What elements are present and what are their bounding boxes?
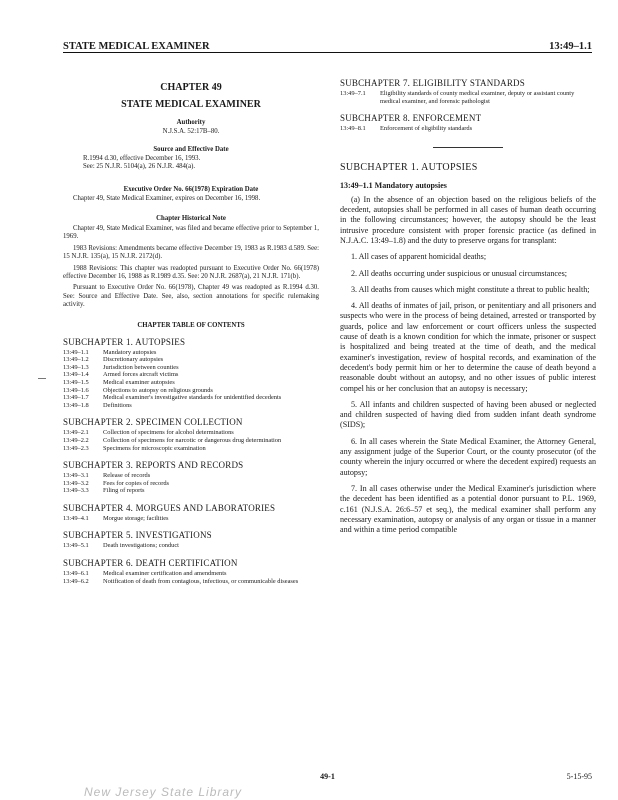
item-6: 6. In all cases wherein the State Medical Examiner, the Attorney General, any assignment judge of the Superior Court, or the county prosecutor (of the county wherein the injury occurred or where the decedent expired) requests an autopsy; bbox=[340, 436, 596, 477]
toc-list-2 bbox=[63, 429, 319, 452]
chapter-name: STATE MEDICAL EXAMINER bbox=[121, 99, 261, 110]
toc-entry bbox=[63, 445, 319, 453]
toc-entry-number: 13:49–2.1 bbox=[63, 429, 89, 437]
item-3: 3. All deaths from causes which might constitute a threat to public health; bbox=[351, 284, 590, 294]
toc-entry bbox=[63, 387, 319, 395]
toc-subchapter-8: SUBCHAPTER 8. ENFORCEMENT bbox=[340, 113, 482, 124]
toc-label: CHAPTER TABLE OF CONTENTS bbox=[137, 321, 245, 329]
toc-entry-number: 13:49–1.8 bbox=[63, 401, 89, 409]
toc-entry-number: 13:49–1.3 bbox=[63, 363, 89, 371]
historical-note-2: 1983 Revisions: Amendments became effective December 19, 1983 as R.1983 d.589. See: 15 N.J.R. 135(a), 15 N.J.R. 2172(d). bbox=[63, 244, 319, 261]
toc-entry-number: 13:49–4.1 bbox=[63, 514, 89, 522]
toc-entry bbox=[63, 578, 319, 586]
toc-entry-number: 13:49–1.6 bbox=[63, 386, 89, 394]
toc-entry-title: Medical examiner autopsies bbox=[103, 378, 175, 386]
toc-entry bbox=[63, 515, 319, 523]
toc-list-4 bbox=[63, 515, 319, 523]
toc-subchapter-3: SUBCHAPTER 3. REPORTS AND RECORDS bbox=[63, 460, 244, 471]
toc-list-6 bbox=[63, 570, 319, 585]
toc-entry-title: Eligibility standards of county medical examiner, deputy or assistant county medical examiner, and forensic pathologist bbox=[380, 90, 575, 105]
toc-entry-title: Jurisdiction between counties bbox=[103, 363, 179, 371]
subchapter-heading: SUBCHAPTER 1. AUTOPSIES bbox=[340, 161, 478, 173]
toc-subchapter-5: SUBCHAPTER 5. INVESTIGATIONS bbox=[63, 530, 212, 541]
toc-entry-number: 13:49–7.1 bbox=[340, 90, 366, 97]
toc-entry bbox=[63, 487, 319, 495]
toc-entry-title: Fees for copies of records bbox=[103, 479, 170, 487]
toc-entry bbox=[63, 379, 319, 387]
toc-entry-number: 13:49–8.1 bbox=[340, 125, 366, 133]
toc-entry-number: 13:49–3.2 bbox=[63, 479, 89, 487]
header-section-number: 13:49–1.1 bbox=[549, 41, 592, 52]
toc-entry bbox=[63, 349, 319, 357]
toc-entry-title: Notification of death from contagious, infectious, or communicable diseases bbox=[103, 577, 299, 585]
item-2: 2. All deaths occurring under suspicious or unusual circumstances; bbox=[351, 268, 568, 278]
toc-entry-title: Enforcement of eligibility standards bbox=[380, 125, 473, 133]
toc-entry-number: 13:49–3.3 bbox=[63, 487, 89, 495]
toc-subchapter-6: SUBCHAPTER 6. DEATH CERTIFICATION bbox=[63, 558, 238, 569]
toc-entry bbox=[63, 480, 319, 488]
exec-order-text: Chapter 49, State Medical Examiner, expires on December 16, 1998. bbox=[73, 194, 261, 202]
toc-entry-title: Medical examiner certification and amendments bbox=[103, 570, 227, 578]
page-footer bbox=[63, 772, 592, 784]
source-line-2: See: 25 N.J.R. 5104(a), 26 N.J.R. 484(a). bbox=[83, 163, 196, 170]
footer-date: 5-15-95 bbox=[566, 772, 592, 781]
toc-entry-number: 13:49–1.5 bbox=[63, 378, 89, 386]
toc-entry bbox=[63, 371, 319, 379]
toc-entry-number: 13:49–1.4 bbox=[63, 371, 89, 379]
toc-entry-title: Filing of reports bbox=[103, 487, 145, 495]
toc-entry-number: 13:49–1.7 bbox=[63, 394, 89, 402]
authority-text: N.J.S.A. 52:17B–80. bbox=[162, 128, 220, 135]
toc-entry-number: 13:49–1.2 bbox=[63, 356, 89, 364]
toc-entry-title: Specimens for microscopic examination bbox=[103, 444, 206, 452]
item-1: 1. All cases of apparent homicidal deaths; bbox=[351, 252, 487, 262]
toc-entry-title: Morgue storage; facilities bbox=[103, 514, 169, 522]
exec-order-label: Executive Order No. 66(1978) Expiration Date bbox=[123, 185, 259, 193]
source-label: Source and Effective Date bbox=[153, 145, 229, 153]
toc-list-1 bbox=[63, 349, 319, 410]
section-intro: (a) In the absence of an objection based on the religious beliefs of the decedent, autopsies shall be performed in all cases of human death occurring in the following circumstances; however, the autopsy should be the least intrusive procedure consistent with proper forensic practice (as defined in N.J.A.C. 13:49–1.8) and the duty to preserve organs for transplant: bbox=[340, 194, 596, 245]
page-number: 49-1 bbox=[320, 772, 335, 781]
toc-entry bbox=[63, 570, 319, 578]
toc-entry-number: 13:49–2.3 bbox=[63, 444, 89, 452]
toc-entry-title: Release of records bbox=[103, 472, 151, 480]
chapter-number: CHAPTER 49 bbox=[160, 82, 222, 93]
toc-entry-number: 13:49–6.2 bbox=[63, 577, 89, 585]
toc-entry-title: Definitions bbox=[103, 401, 132, 409]
toc-entry bbox=[63, 542, 319, 550]
toc-subchapter-4: SUBCHAPTER 4. MORGUES AND LABORATORIES bbox=[63, 502, 276, 513]
toc-entry-title: Discretionary autopsies bbox=[103, 356, 164, 364]
toc-entry-title: Death investigations; conduct bbox=[103, 542, 179, 550]
left-column bbox=[63, 66, 319, 585]
running-header bbox=[63, 38, 592, 53]
toc-entry-number: 13:49–2.2 bbox=[63, 436, 89, 444]
section-title: 13:49–1.1 Mandatory autopsies bbox=[340, 180, 447, 190]
historical-note-3: 1988 Revisions: This chapter was readopted pursuant to Executive Order No. 66(1978) effective December 16, 1988 as R.1989 d.35. See: 20 N.J.R. 2687(a), 21 N.J.R. 171(b). bbox=[63, 264, 319, 280]
toc-entry bbox=[63, 394, 319, 402]
toc-entry bbox=[340, 90, 596, 105]
toc-entry-title: Medical examiner's investigative standards for unidentified decedents bbox=[103, 394, 282, 402]
item-7: 7. In all cases otherwise under the Medical Examiner's jurisdiction where the decedent has been identified as a potential donor pursuant to P.L. 1969, c.161 (N.J.S.A. 26:6–57 et seq.), the medical examiner shall perform any necessary examination, autopsy or analysis of any organ or tissue in a manner and within a time period compatible bbox=[340, 483, 596, 535]
historical-note-1: Chapter 49, State Medical Examiner, was filed and became effective prior to September 1, 1969. bbox=[63, 224, 319, 241]
toc-list-7 bbox=[340, 90, 596, 105]
toc-entry bbox=[63, 402, 319, 410]
toc-entry-title: Armed forces aircraft victims bbox=[103, 371, 179, 379]
toc-entry-title: Mandatory autopsies bbox=[103, 348, 157, 356]
header-title: STATE MEDICAL EXAMINER bbox=[63, 41, 210, 52]
authority-label: Authority bbox=[176, 119, 206, 126]
toc-subchapter-7: SUBCHAPTER 7. ELIGIBILITY STANDARDS bbox=[340, 78, 525, 88]
historical-note-4: Pursuant to Executive Order No. 66(1978), Chapter 49 was readopted as R.1994 d.30. See: Source and Effective Date. See, also, section annotations for specific rulemaking activity. bbox=[63, 284, 319, 309]
right-column bbox=[340, 78, 596, 535]
toc-entry bbox=[63, 356, 319, 364]
source-line-1: R.1994 d.30, effective December 16, 1993. bbox=[83, 154, 201, 162]
toc-entry-number: 13:49–1.1 bbox=[63, 348, 89, 356]
toc-entry bbox=[340, 125, 596, 133]
historical-note-label: Chapter Historical Note bbox=[156, 214, 226, 222]
section-divider bbox=[433, 147, 503, 148]
toc-entry-title: Objections to autopsy on religious grounds bbox=[103, 386, 213, 394]
toc-entry bbox=[63, 472, 319, 480]
toc-subchapter-2: SUBCHAPTER 2. SPECIMEN COLLECTION bbox=[63, 417, 243, 428]
toc-entry-number: 13:49–3.1 bbox=[63, 472, 89, 480]
toc-entry-number: 13:49–6.1 bbox=[63, 570, 89, 578]
margin-mark bbox=[38, 378, 46, 379]
item-4: 4. All deaths of inmates of jail, prison, or penitentiary and all prisoners and suspects who were in the process of being detained, arrested or transported by guards, police and law enforcement or court officers unless the suspected cause of death is a known condition for which the inmate, prisoner or suspect is hospitalized and being treated at the time of death, and the medical examiner's investigation, review of hospital records, and examination of the decedent's body permit him or her to determine the cause of death beyond a reasonable doubt without an autopsy, and no other issues of public interest compel his or her conclusion that an autopsy is necessary; bbox=[340, 301, 596, 393]
toc-entry bbox=[63, 429, 319, 437]
toc-list-3 bbox=[63, 472, 319, 495]
toc-entry-title: Collection of specimens for alcohol determinations bbox=[103, 429, 234, 437]
toc-entry-number: 13:49–5.1 bbox=[63, 542, 89, 550]
toc-subchapter-1: SUBCHAPTER 1. AUTOPSIES bbox=[63, 336, 186, 347]
toc-list-5 bbox=[63, 542, 319, 550]
toc-entry-title: Collection of specimens for narcotic or dangerous drug determination bbox=[103, 436, 282, 444]
toc-list-8 bbox=[340, 125, 596, 133]
library-stamp: New Jersey State Library bbox=[84, 785, 243, 799]
toc-entry bbox=[63, 437, 319, 445]
item-5: 5. All infants and children suspected of having been abused or neglected and children suspected of having died from sudden infant death syndrome (SIDS); bbox=[340, 399, 596, 430]
toc-entry bbox=[63, 364, 319, 372]
